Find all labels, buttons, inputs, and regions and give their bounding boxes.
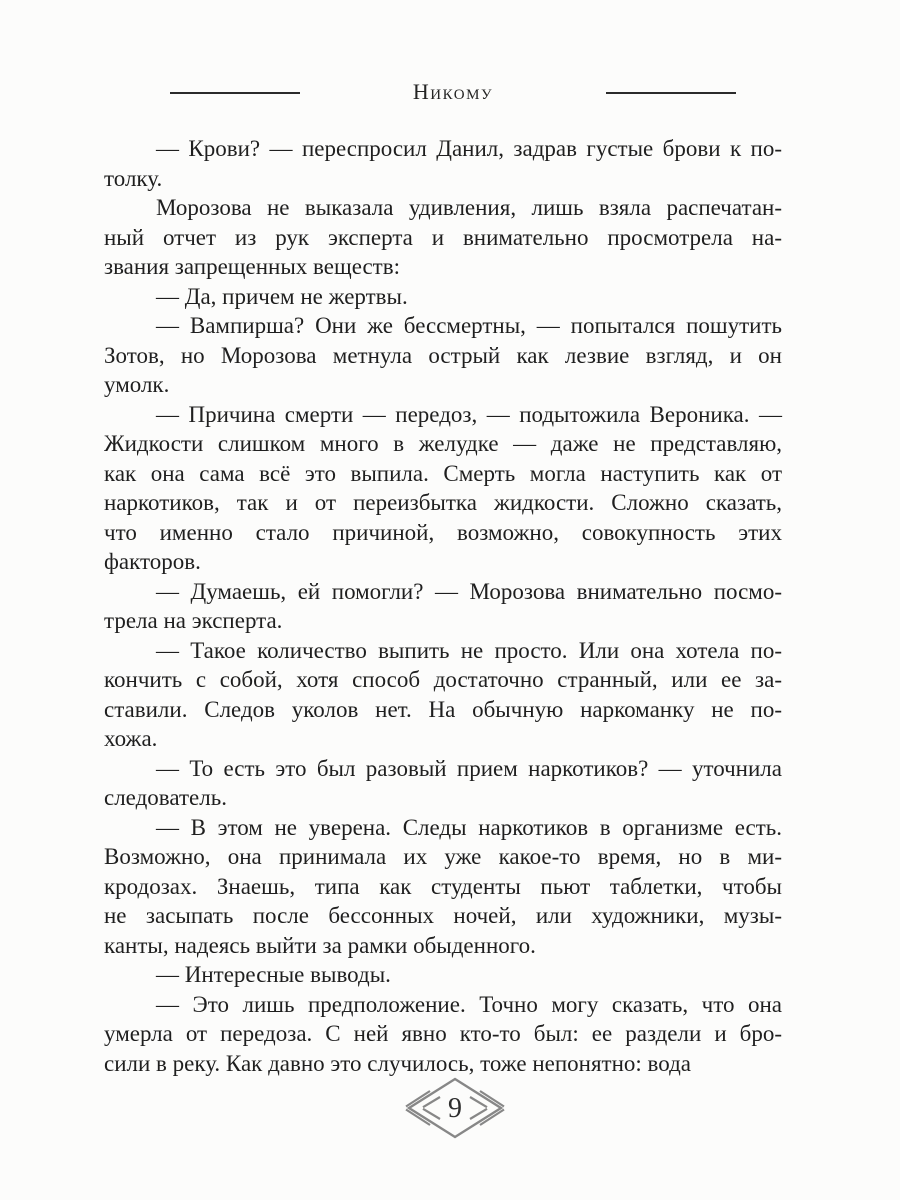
paragraph [104,990,782,1079]
header-rule-left [170,92,300,94]
text-line: ставили. Следов уколов нет. На обычную наркоманку не по- [104,696,782,722]
text-line: — Да, причем не жертвы. [156,283,408,309]
paragraph [104,282,782,312]
text-line: Морозова не выказала удивления, лишь взяла распечатан- [156,195,782,220]
paragraph [104,754,782,813]
text-line: хожа. [104,726,158,751]
text-line: Зотов, но Морозова метнула острый как лезвие взгляд, и он [104,342,782,368]
paragraph [104,813,782,961]
text-line: — Интересные выводы. [156,962,391,987]
text-line: умерла от передоза. С ней явно кто-то был: ее раздели и бро- [104,1021,782,1046]
text-line: — То есть это был разовый прием наркотиков? — уточнила [156,755,782,781]
text-line: следователь. [104,785,227,810]
text-line: как она сама всё это выпила. Смерть могла наступить как от [104,460,782,486]
paragraph [104,134,782,193]
text-line: — Причина смерти — передоз, — подытожила Вероника. — [156,401,782,427]
paragraph [104,960,782,990]
text-line: наркотиков, так и от переизбытка жидкости. Сложно сказать, [104,490,782,515]
paragraph [104,636,782,754]
text-line: умолк. [104,372,170,397]
text-line: что именно стало причиной, возможно, совокупность этих [104,519,782,545]
text-line: — Вампирша? Они же бессмертны, — попытался пошутить [156,313,782,338]
text-line: — В этом не уверена. Следы наркотиков в организме есть. [156,814,782,840]
paragraph [104,193,782,282]
text-line: не засыпать после бессонных ночей, или художники, музы- [104,903,782,928]
paragraph [104,400,782,577]
text-line: канты, надеясь выйти за рамки обыденного. [104,932,536,958]
page-number-ornament [399,1072,511,1144]
text-line: — Думаешь, ей помогли? — Морозова внимательно посмо- [156,578,782,604]
text-line: — Это лишь предположение. Точно могу сказать, что она [156,991,782,1017]
text-line: кончить с собой, хотя способ достаточно странный, или ее за- [104,667,782,692]
text-line: Жидкости слишком много в желудке — даже не представляю, [104,431,782,456]
paragraph [104,577,782,636]
text-line: толку. [104,165,163,191]
text-line: трела на эксперта. [104,608,283,633]
page-text [104,134,782,1078]
paragraph [104,311,782,400]
page-number: 9 [448,1093,462,1124]
text-line: Возможно, она принимала их уже какое-то время, но в ми- [104,844,782,869]
text-line: ный отчет из рук эксперта и внимательно просмотрела на- [104,224,782,250]
header-rule-right [606,92,736,94]
text-line: сили в реку. Как давно это случилось, тоже непонятно: вода [104,1050,691,1076]
text-line: факторов. [104,549,201,574]
text-line: звания запрещенных веществ: [104,254,400,279]
running-header [170,80,736,106]
text-line: — Такое количество выпить не просто. Или она хотела по- [156,637,782,663]
page-title: Никому [412,78,494,104]
text-line: кродозах. Знаешь, типа как студенты пьют таблетки, чтобы [104,873,782,899]
text-line: — Крови? — переспросил Данил, задрав густые брови к по- [156,136,782,161]
